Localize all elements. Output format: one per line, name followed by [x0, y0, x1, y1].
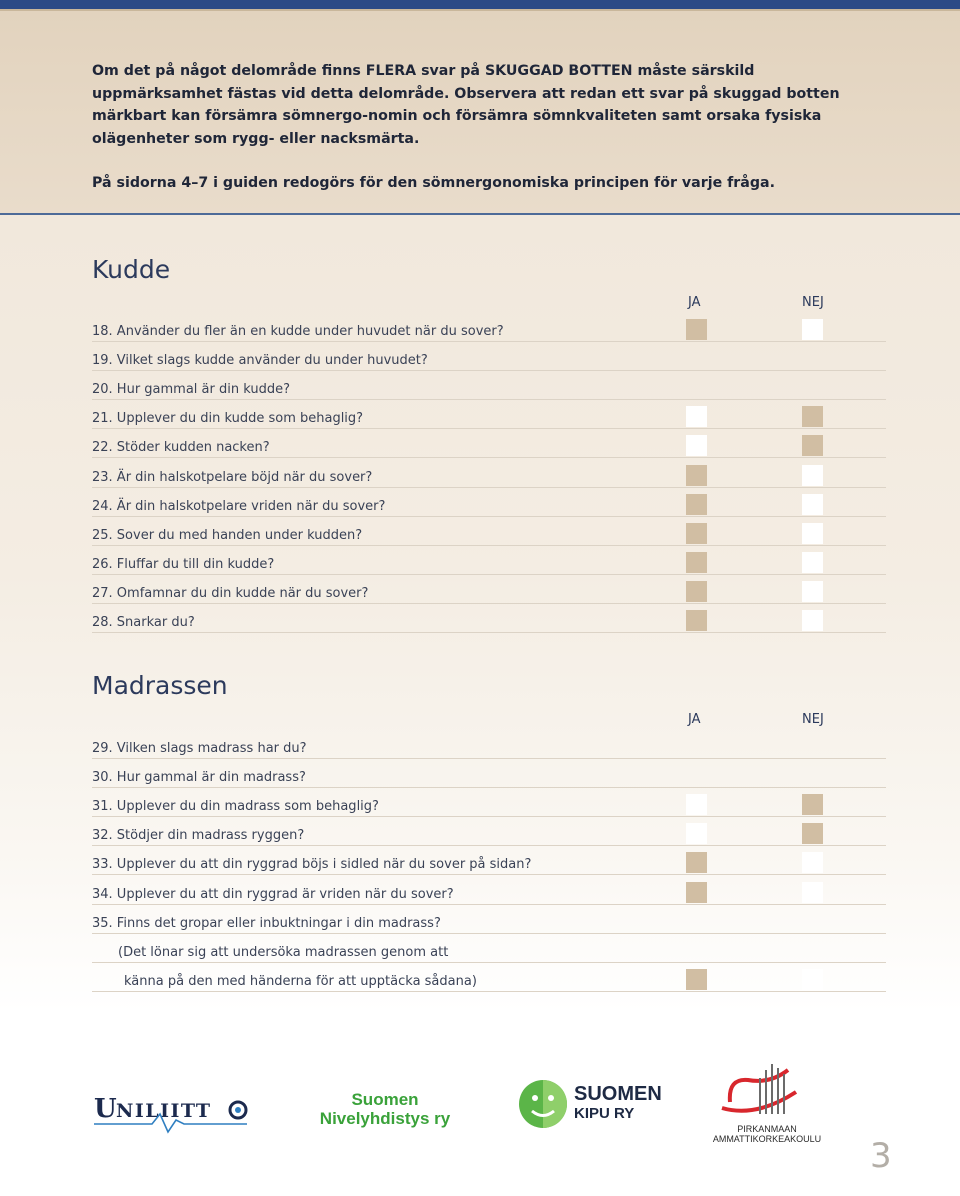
uniliitto-logo-graphic [92, 1085, 257, 1135]
question-row [92, 792, 886, 821]
nej-checkbox[interactable] [802, 406, 823, 427]
question-text: 25. Sover du med handen under kudden? [92, 527, 363, 543]
answer-line [92, 632, 886, 633]
question-row [92, 938, 886, 967]
question-text: 24. Är din halskotpelare vriden när du sover? [92, 498, 386, 514]
question-row [92, 880, 886, 909]
nej-checkbox[interactable] [802, 465, 823, 486]
question-text: 34. Upplever du att din ryggrad är vriden när du sover? [92, 886, 454, 902]
question-text: 33. Upplever du att din ryggrad böjs i sidled när du sover på sidan? [92, 857, 532, 873]
pirkanmaan-amk-logo [708, 1058, 826, 1146]
amk-emblem-icon [708, 1058, 826, 1124]
ja-checkbox[interactable] [686, 494, 707, 515]
question-row [92, 404, 886, 433]
kipu-face-icon [518, 1078, 570, 1130]
answer-line [92, 574, 886, 575]
nej-checkbox[interactable] [802, 610, 823, 631]
question-text: 23. Är din halskotpelare böjd när du sover? [92, 469, 373, 485]
question-row [92, 550, 886, 579]
answer-line [92, 787, 886, 788]
question-row [92, 521, 886, 550]
question-text: 29. Vilken slags madrass har du? [92, 741, 307, 756]
nej-checkbox[interactable] [802, 494, 823, 515]
question-text: 35. Finns det gropar eller inbuktningar i din madrass? [92, 915, 441, 931]
answer-line [92, 516, 886, 517]
ja-checkbox[interactable] [686, 581, 707, 602]
uniliitto-logo [92, 1085, 257, 1135]
logo-line-1: Suomen [351, 1090, 419, 1109]
question-text: 21. Upplever du din kudde som behaglig? [92, 411, 364, 427]
answer-line [92, 962, 886, 963]
nej-checkbox[interactable] [802, 969, 823, 990]
question-text: 30. Hur gammal är din madrass? [92, 770, 306, 786]
question-row [92, 967, 886, 996]
question-text: känna på den med händerna för att upptäcka sådana) [124, 973, 477, 989]
section-title-madrassen: Madrassen [92, 671, 228, 700]
logo-line-1: PIRKANMAAN [737, 1124, 797, 1134]
answer-line [92, 758, 886, 759]
answer-line [92, 603, 886, 604]
nej-checkbox[interactable] [802, 823, 823, 844]
question-row [92, 463, 886, 492]
ja-checkbox[interactable] [686, 465, 707, 486]
nej-checkbox[interactable] [802, 319, 823, 340]
ja-checkbox[interactable] [686, 794, 707, 815]
question-row [92, 734, 886, 763]
ja-checkbox[interactable] [686, 319, 707, 340]
intro-paragraph-2: På sidorna 4–7 i guiden redogörs för den sömnergonomiska principen för varje fråga. [92, 175, 775, 191]
column-header-nej: NEJ [802, 295, 824, 310]
question-row [92, 433, 886, 462]
answer-line [92, 370, 886, 371]
question-row [92, 608, 886, 637]
intro-paragraph-1: Om det på något delområde finns FLERA svar på SKUGGAD BOTTEN måste särskild uppmärksamhet fästas vid detta delområde. Observera att redan ett svar på skuggad botten märkbart kan försämra sömnergo-nomin och försämra sömnkvaliteten samt orsaka fysiska olägenheter som rygg- eller nacksmärta. [92, 63, 840, 147]
question-text: 22. Stöder kudden nacken? [92, 440, 270, 456]
suomen-kipu-logo [518, 1076, 662, 1132]
question-row [92, 909, 886, 938]
answer-line [92, 816, 886, 817]
intro-text [92, 60, 882, 195]
logo-line-2: Nivelyhdistys ry [319, 1109, 451, 1128]
answer-line [92, 874, 886, 875]
ja-checkbox[interactable] [686, 969, 707, 990]
answer-line [92, 904, 886, 905]
ja-checkbox[interactable] [686, 852, 707, 873]
nej-checkbox[interactable] [802, 435, 823, 456]
ja-checkbox[interactable] [686, 882, 707, 903]
logo-line-1: SUOMEN [574, 1083, 662, 1105]
column-header-ja: JA [688, 712, 701, 727]
question-text: (Det lönar sig att undersöka madrassen genom att [118, 944, 449, 960]
svg-text:U: U [94, 1094, 118, 1124]
ja-checkbox[interactable] [686, 435, 707, 456]
question-text: 27. Omfamnar du din kudde när du sover? [92, 585, 369, 601]
page-number: 3 [870, 1136, 892, 1176]
column-header-ja: JA [688, 295, 701, 310]
logo-line-2: AMMATTIKORKEAKOULU [712, 1134, 822, 1144]
answer-line [92, 545, 886, 546]
nej-checkbox[interactable] [802, 523, 823, 544]
question-text: 20. Hur gammal är din kudde? [92, 382, 291, 398]
question-text: 28. Snarkar du? [92, 615, 195, 630]
answer-line [92, 487, 886, 488]
nej-checkbox[interactable] [802, 581, 823, 602]
svg-text:NILIITT: NILIITT [116, 1100, 212, 1122]
answer-line [92, 991, 886, 992]
question-text: 18. Använder du fler än en kudde under huvudet när du sover? [92, 324, 504, 339]
nej-checkbox[interactable] [802, 794, 823, 815]
answer-line [92, 457, 886, 458]
ja-checkbox[interactable] [686, 523, 707, 544]
column-header-nej: NEJ [802, 712, 824, 727]
section-title-kudde: Kudde [92, 255, 171, 284]
ja-checkbox[interactable] [686, 610, 707, 631]
question-row [92, 821, 886, 850]
ja-checkbox[interactable] [686, 552, 707, 573]
logo-line-2: KIPU RY [574, 1105, 635, 1122]
answer-line [92, 933, 886, 934]
ja-checkbox[interactable] [686, 406, 707, 427]
question-row [92, 346, 886, 375]
answer-line [92, 399, 886, 400]
ja-checkbox[interactable] [686, 823, 707, 844]
question-row [92, 492, 886, 521]
question-text: 31. Upplever du din madrass som behaglig? [92, 799, 379, 815]
nej-checkbox[interactable] [802, 552, 823, 573]
suomen-nivelyhdistys-logo [310, 1090, 460, 1132]
question-text: 19. Vilket slags kudde använder du under huvudet? [92, 353, 428, 369]
answer-line [92, 845, 886, 846]
question-text: 32. Stödjer din madrass ryggen? [92, 828, 305, 844]
nej-checkbox[interactable] [802, 852, 823, 873]
question-row [92, 763, 886, 792]
question-row [92, 579, 886, 608]
question-row [92, 850, 886, 879]
question-row [92, 317, 886, 346]
answer-line [92, 428, 886, 429]
answer-line [92, 341, 886, 342]
question-row [92, 375, 886, 404]
question-text: 26. Fluffar du till din kudde? [92, 556, 275, 572]
top-color-bar [0, 0, 960, 9]
nej-checkbox[interactable] [802, 882, 823, 903]
